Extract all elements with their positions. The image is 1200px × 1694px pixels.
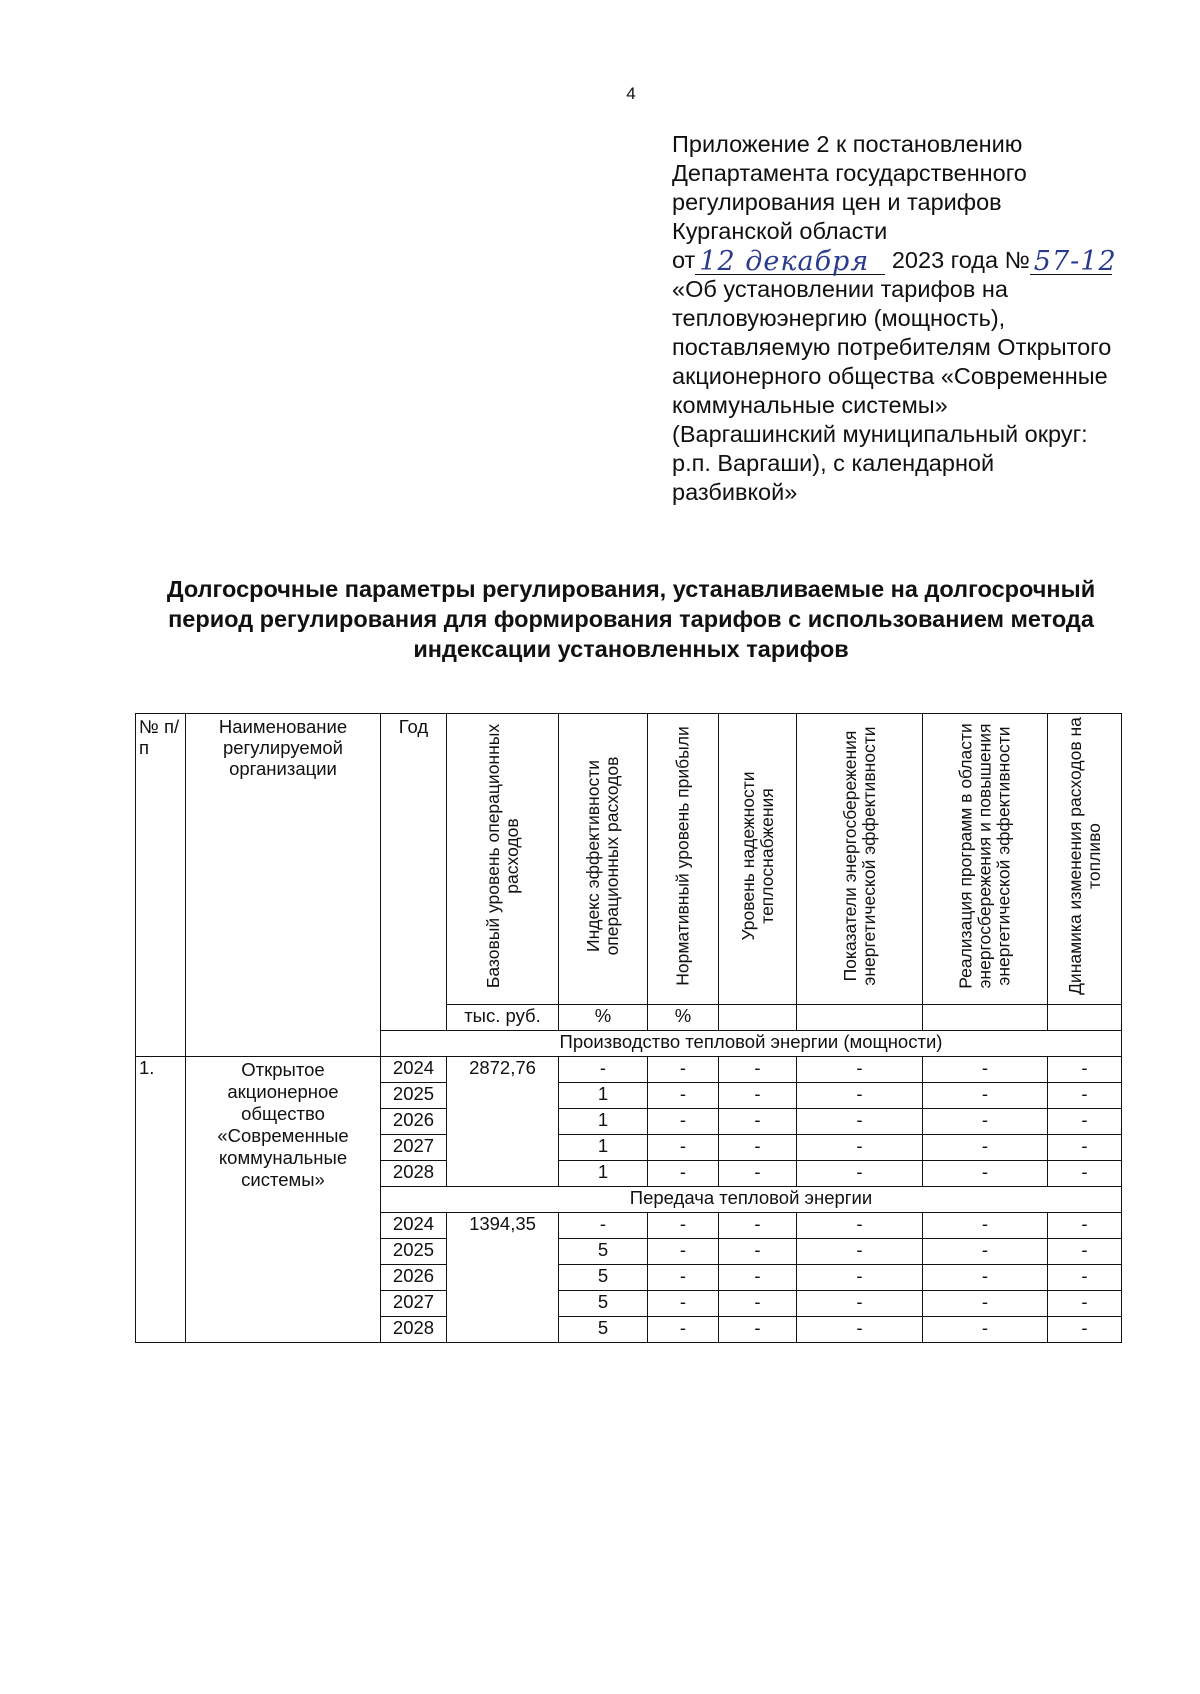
cell-programs: - [923, 1317, 1048, 1343]
cell-year: 2025 [381, 1239, 447, 1265]
cell-energy: - [797, 1239, 923, 1265]
cell-index: 1 [559, 1135, 648, 1161]
cell-profit: - [648, 1083, 719, 1109]
cell-programs: - [923, 1109, 1048, 1135]
cell-energy: - [797, 1213, 923, 1239]
cell-fuel: - [1048, 1291, 1122, 1317]
cell-energy: - [797, 1083, 923, 1109]
cell-programs: - [923, 1161, 1048, 1187]
cell-energy: - [797, 1291, 923, 1317]
unit-empty [923, 1005, 1048, 1031]
cell-base-level: 2872,76 [447, 1057, 559, 1187]
cell-index: 5 [559, 1239, 648, 1265]
cell-reliability: - [719, 1135, 797, 1161]
section-title: Передача тепловой энергии [381, 1187, 1122, 1213]
cell-fuel: - [1048, 1317, 1122, 1343]
header-energy-saving: Показатели энергосбережения энергетической эффективности [797, 714, 923, 1005]
cell-energy: - [797, 1135, 923, 1161]
cell-programs: - [923, 1291, 1048, 1317]
cell-reliability: - [719, 1239, 797, 1265]
document-title [100, 574, 1162, 664]
appendix-line: Департамента государственного [672, 160, 1027, 186]
cell-programs: - [923, 1057, 1048, 1083]
unit-profit: % [648, 1005, 719, 1031]
header-org: Наименование регулируемой организации [186, 714, 381, 1057]
appendix-date-line [672, 246, 1142, 275]
cell-energy: - [797, 1057, 923, 1083]
cell-fuel: - [1048, 1135, 1122, 1161]
appendix-line: разбивкой» [672, 479, 798, 505]
table-row [136, 1057, 1122, 1083]
cell-year: 2026 [381, 1265, 447, 1291]
page-number: 4 [626, 84, 636, 103]
appendix-line: акционерного общества «Современные [672, 363, 1108, 389]
cell-index: 5 [559, 1317, 648, 1343]
cell-year: 2028 [381, 1317, 447, 1343]
header-base: Базовый уровень операционных расходов [447, 714, 559, 1005]
title-line: период регулирования для формирования тарифов с использованием метода [168, 606, 1094, 632]
cell-profit: - [648, 1109, 719, 1135]
appendix-line: Приложение 2 к постановлению [672, 131, 1023, 157]
header-reliability: Уровень надежности теплоснабжения [719, 714, 797, 1005]
cell-year: 2027 [381, 1135, 447, 1161]
cell-reliability: - [719, 1317, 797, 1343]
cell-profit: - [648, 1135, 719, 1161]
date-blank [695, 246, 885, 277]
header-fuel: Динамика изменения расходов на топливо [1048, 714, 1122, 1005]
appendix-line: Курганской области [672, 218, 888, 244]
section-title: Производство тепловой энергии (мощности) [381, 1031, 1122, 1057]
cell-reliability: - [719, 1109, 797, 1135]
cell-fuel: - [1048, 1265, 1122, 1291]
unit-empty [719, 1005, 797, 1031]
unit-empty [1048, 1005, 1122, 1031]
cell-profit: - [648, 1317, 719, 1343]
unit-base: тыс. руб. [447, 1005, 559, 1031]
date-prefix: от [672, 247, 696, 273]
year-text: 2023 года № [891, 247, 1030, 273]
title-line: Долгосрочные параметры регулирования, устанавливаемые на долгосрочный [166, 576, 1096, 602]
header-num: № п/п [136, 714, 186, 1057]
header-profit: Нормативный уровень прибыли [648, 714, 719, 1005]
cell-year: 2024 [381, 1213, 447, 1239]
cell-fuel: - [1048, 1083, 1122, 1109]
title-line: индексации установленных тарифов [413, 636, 849, 662]
organization-name: Открытое акционерное общество «Современные коммунальные системы» [186, 1057, 381, 1343]
cell-energy: - [797, 1161, 923, 1187]
cell-programs: - [923, 1135, 1048, 1161]
appendix-line: коммунальные системы» [672, 392, 948, 418]
cell-profit: - [648, 1057, 719, 1083]
cell-reliability: - [719, 1083, 797, 1109]
appendix-line: (Варгашинский муниципальный округ: [672, 421, 1088, 447]
cell-programs: - [923, 1265, 1048, 1291]
cell-energy: - [797, 1265, 923, 1291]
cell-index: 1 [559, 1083, 648, 1109]
appendix-line: регулирования цен и тарифов [672, 189, 1002, 215]
cell-index: 1 [559, 1161, 648, 1187]
cell-index: - [559, 1213, 648, 1239]
cell-index: 5 [559, 1291, 648, 1317]
header-index: Индекс эффективности операционных расходов [559, 714, 648, 1005]
row-number: 1. [136, 1057, 186, 1343]
handwritten-number: 57-12 [1033, 246, 1117, 277]
cell-energy: - [797, 1109, 923, 1135]
cell-index: 1 [559, 1109, 648, 1135]
cell-reliability: - [719, 1291, 797, 1317]
handwritten-date: 12 декабря [699, 246, 870, 277]
cell-fuel: - [1048, 1161, 1122, 1187]
cell-profit: - [648, 1291, 719, 1317]
cell-reliability: - [719, 1213, 797, 1239]
header-programs: Реализация программ в области энергосбережения и повышения энергетической эффективности [923, 714, 1048, 1005]
cell-profit: - [648, 1239, 719, 1265]
cell-year: 2025 [381, 1083, 447, 1109]
header-year: Год [381, 714, 447, 1031]
unit-index: % [559, 1005, 648, 1031]
cell-programs: - [923, 1083, 1048, 1109]
cell-index: 5 [559, 1265, 648, 1291]
cell-base-level: 1394,35 [447, 1213, 559, 1343]
cell-year: 2024 [381, 1057, 447, 1083]
cell-reliability: - [719, 1265, 797, 1291]
unit-empty [797, 1005, 923, 1031]
cell-fuel: - [1048, 1109, 1122, 1135]
cell-programs: - [923, 1239, 1048, 1265]
parameters-table [135, 713, 1122, 1343]
cell-programs: - [923, 1213, 1048, 1239]
cell-year: 2028 [381, 1161, 447, 1187]
cell-profit: - [648, 1265, 719, 1291]
cell-fuel: - [1048, 1057, 1122, 1083]
header-row [136, 714, 1122, 1005]
cell-profit: - [648, 1213, 719, 1239]
cell-year: 2027 [381, 1291, 447, 1317]
appendix-block [672, 130, 1142, 507]
cell-year: 2026 [381, 1109, 447, 1135]
appendix-line: «Об установлении тарифов на [672, 276, 1008, 302]
cell-reliability: - [719, 1057, 797, 1083]
number-blank [1030, 246, 1117, 277]
cell-profit: - [648, 1161, 719, 1187]
cell-index: - [559, 1057, 648, 1083]
cell-energy: - [797, 1317, 923, 1343]
cell-fuel: - [1048, 1213, 1122, 1239]
appendix-line: р.п. Варгаши), с календарной [672, 450, 995, 476]
appendix-line: тепловуюэнергию (мощность), [672, 305, 1006, 331]
cell-reliability: - [719, 1161, 797, 1187]
cell-fuel: - [1048, 1239, 1122, 1265]
appendix-line: поставляемую потребителям Открытого [672, 334, 1112, 360]
